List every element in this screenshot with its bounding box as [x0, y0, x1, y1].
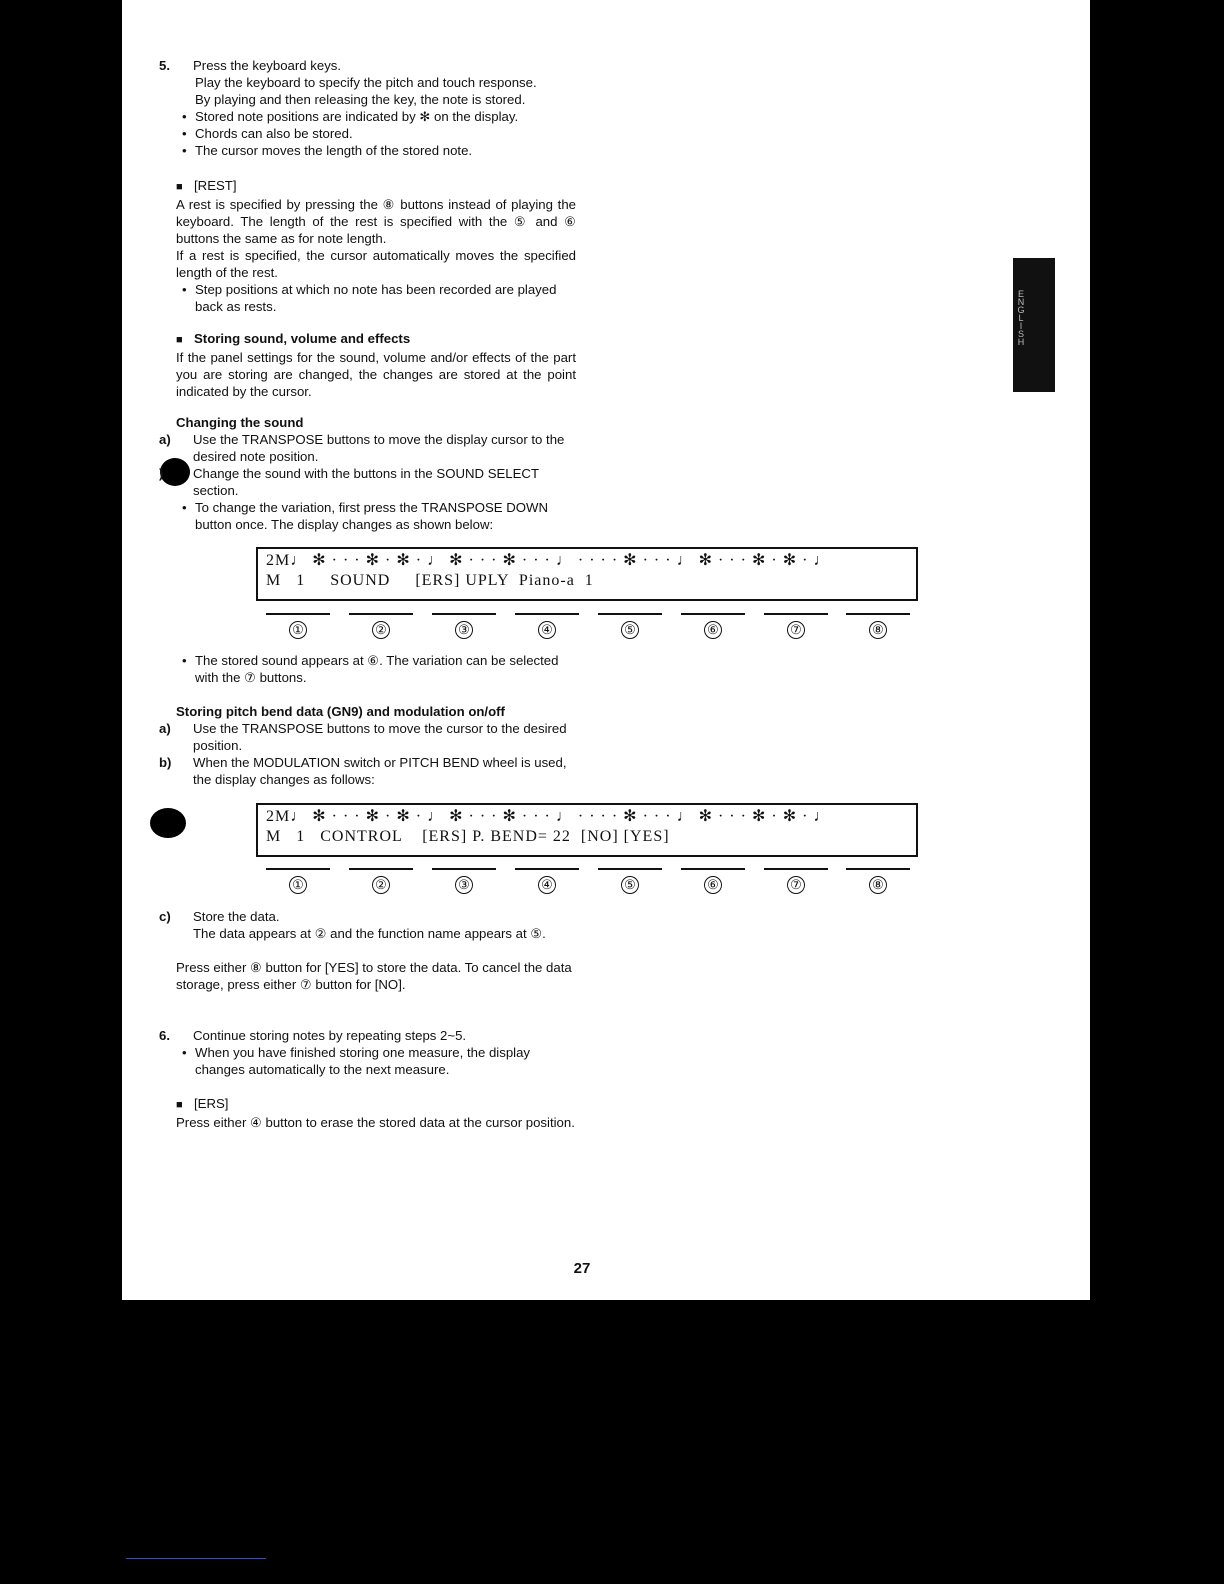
lcd-display-control: [256, 803, 918, 857]
step-6-title: 6. Continue storing notes by repeating steps 2~5.: [159, 1028, 467, 1043]
bullet-item: • When you have finished storing one measure, the display changes automatically to the next measure.: [176, 1044, 576, 1078]
bullet-item: • Chords can also be stored.: [176, 125, 576, 142]
store-paragraph: Press either ⑧ button for [YES] to store the data. To cancel the data storage, press either ⑦ button for [NO].: [176, 960, 572, 992]
step-b: ) Change the sound with the buttons in the SOUND SELECT section.: [159, 466, 539, 498]
segment-number: ②: [372, 876, 390, 894]
ers-section: [176, 1095, 576, 1131]
store-detail: The data appears at ② and the function name appears at ⑤.: [193, 926, 546, 941]
segment-number: ⑥: [704, 621, 722, 639]
segment-number: ⑦: [787, 876, 805, 894]
rest-heading: ■ [REST]: [176, 177, 576, 196]
step-6-section: [159, 1027, 576, 1078]
link-underline[interactable]: [126, 1558, 266, 1559]
segment-number: ①: [289, 621, 307, 639]
segment-number: ②: [372, 621, 390, 639]
lcd-row-2: M 1 CONTROL [ERS] P. BEND= 22 [NO] [YES]: [266, 828, 670, 845]
bullet-item: • The cursor moves the length of the stored note.: [176, 142, 576, 159]
scan-border-left: [0, 0, 122, 1584]
segment-number: ④: [538, 876, 556, 894]
ers-paragraph: Press either ④ button to erase the stored data at the cursor position.: [176, 1115, 575, 1130]
step-5-line: By playing and then releasing the key, the note is stored.: [195, 92, 526, 107]
lcd-display-sound: [256, 547, 918, 601]
bullet-item: • Stored note positions are indicated by ✻ on the display.: [176, 108, 576, 125]
storing-paragraph: If the panel settings for the sound, volume and/or effects of the part you are storing are changed, the changes are stored at the point indicated by the cursor.: [176, 350, 576, 399]
rest-paragraph: A rest is specified by pressing the ⑧ buttons instead of playing the keyboard. The length of the rest is specified with the ⑤ and ⑥ buttons the same as for note length.: [176, 197, 576, 246]
bullet-item: • The stored sound appears at ⑥. The variation can be selected with the ⑦ buttons.: [176, 652, 576, 686]
rest-paragraph: If a rest is specified, the cursor automatically moves the specified length of the rest.: [176, 248, 576, 280]
segment-number: ⑤: [621, 876, 639, 894]
lcd-row-2: M 1 SOUND [ERS] UPLY Piano-a 1: [266, 572, 594, 589]
changing-sound-heading: Changing the sound: [176, 415, 304, 430]
changing-sound-section: [159, 414, 576, 533]
segment-number: ③: [455, 876, 473, 894]
bullet-item: • To change the variation, first press the TRANSPOSE DOWN button once. The display changes as shown below:: [176, 499, 576, 533]
step-a: a) Use the TRANSPOSE buttons to move the display cursor to the desired note position.: [159, 432, 565, 464]
segment-number: ③: [455, 621, 473, 639]
segment-markers: [256, 868, 920, 902]
store-data-section: [159, 908, 576, 993]
pitch-bend-heading: Storing pitch bend data (GN9) and modulation on/off: [176, 704, 505, 719]
segment-number: ⑤: [621, 621, 639, 639]
segment-number: ⑥: [704, 876, 722, 894]
segment-number: ⑧: [869, 876, 887, 894]
step-c: c) Store the data.: [159, 909, 280, 924]
binding-hole: [150, 808, 186, 838]
lcd-row-1: 2M♩ ✻ · · · ✻ · ✻ · ♩ ✻ · · · ✻ · · · ♩ · · · · ✻ · · · ♩ ✻ · · · ✻ · ✻ · ♩: [266, 808, 831, 825]
scan-border-right: [1090, 0, 1224, 1584]
segment-number: ①: [289, 876, 307, 894]
scan-border-bottom: [122, 1300, 1090, 1584]
page-number: 27: [573, 1260, 591, 1277]
step-5-line: Play the keyboard to specify the pitch and touch response.: [195, 75, 537, 90]
bullet-item: • Step positions at which no note has been recorded are played back as rests.: [176, 281, 576, 315]
rest-section: [176, 177, 576, 315]
storing-section: [176, 330, 576, 400]
lcd-row-1: 2M♩ ✻ · · · ✻ · ✻ · ♩ ✻ · · · ✻ · · · ♩ · · · · ✻ · · · ♩ ✻ · · · ✻ · ✻ · ♩: [266, 552, 831, 569]
segment-number: ⑧: [869, 621, 887, 639]
language-tab-label: E N G L I S H: [1017, 289, 1025, 347]
step-5-section: [159, 57, 576, 159]
ers-heading: ■ [ERS]: [176, 1095, 576, 1114]
segment-markers: [256, 613, 920, 647]
step-b: b) When the MODULATION switch or PITCH BEND wheel is used, the display changes as follows:: [159, 755, 567, 787]
segment-number: ⑦: [787, 621, 805, 639]
storing-heading: ■ Storing sound, volume and effects: [176, 330, 576, 349]
sound-note: [176, 652, 576, 686]
step-5-title: 5. Press the keyboard keys.: [159, 58, 342, 73]
pitch-bend-section: [159, 703, 576, 788]
step-a: a) Use the TRANSPOSE buttons to move the cursor to the desired position.: [159, 721, 567, 753]
segment-number: ④: [538, 621, 556, 639]
